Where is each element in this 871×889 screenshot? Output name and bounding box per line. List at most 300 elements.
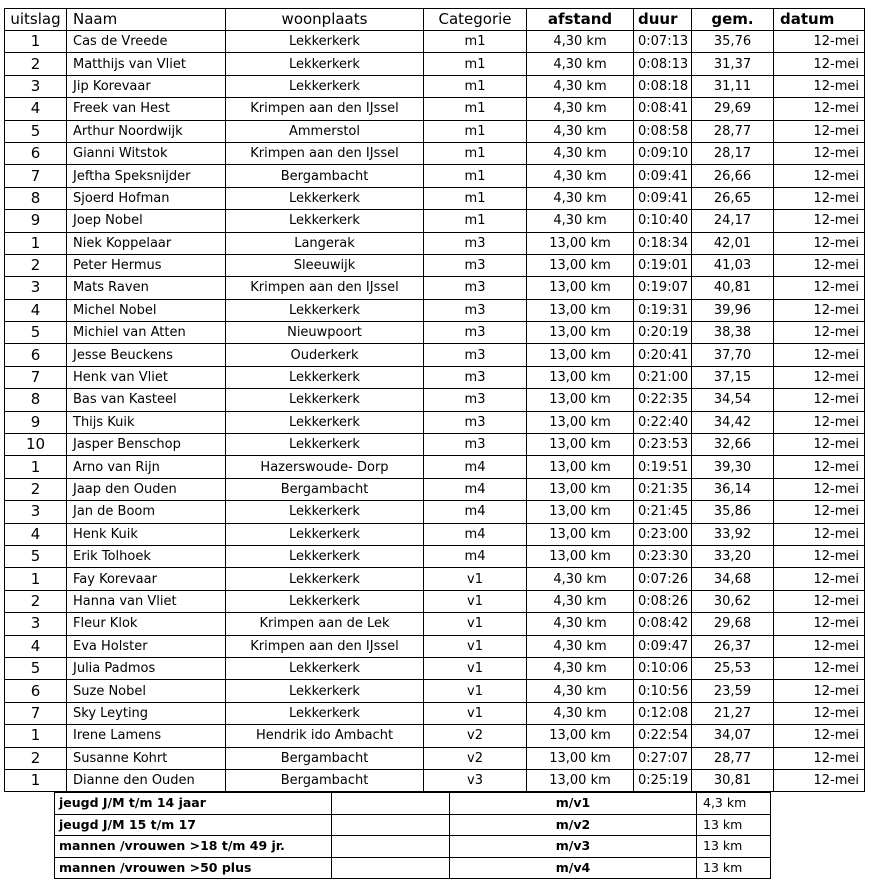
categorie-cell: m4 [424, 545, 527, 567]
gem-cell: 30,62 [692, 590, 774, 612]
table-row [5, 299, 865, 321]
woonplaats-cell: Hazerswoude- Dorp [226, 456, 424, 478]
table-row [5, 769, 865, 791]
woonplaats-cell: Bergambacht [226, 769, 424, 791]
gem-cell: 26,37 [692, 635, 774, 657]
rank-cell: 5 [5, 120, 67, 142]
categorie-cell: v1 [424, 635, 527, 657]
legend-code: m/v1 [450, 793, 697, 815]
rank-cell: 6 [5, 142, 67, 164]
rank-cell: 5 [5, 657, 67, 679]
datum-cell: 12-mei [774, 590, 865, 612]
woonplaats-cell: Sleeuwijk [226, 254, 424, 276]
afstand-cell: 13,00 km [527, 277, 634, 299]
rank-cell: 4 [5, 635, 67, 657]
afstand-cell: 13,00 km [527, 545, 634, 567]
woonplaats-cell: Lekkerkerk [226, 411, 424, 433]
woonplaats-cell: Lekkerkerk [226, 680, 424, 702]
categorie-cell: m4 [424, 501, 527, 523]
name-cell: Peter Hermus [67, 254, 226, 276]
duur-cell: 0:20:41 [634, 344, 692, 366]
afstand-cell: 4,30 km [527, 187, 634, 209]
afstand-cell: 13,00 km [527, 299, 634, 321]
duur-cell: 0:22:35 [634, 389, 692, 411]
datum-cell: 12-mei [774, 120, 865, 142]
woonplaats-cell: Krimpen aan den IJssel [226, 277, 424, 299]
rank-cell: 7 [5, 366, 67, 388]
gem-cell: 36,14 [692, 478, 774, 500]
datum-cell: 12-mei [774, 389, 865, 411]
table-row [5, 366, 865, 388]
gem-cell: 28,77 [692, 120, 774, 142]
categorie-cell: v2 [424, 747, 527, 769]
name-cell: Jip Korevaar [67, 75, 226, 97]
name-cell: Gianni Witstok [67, 142, 226, 164]
rank-cell: 2 [5, 747, 67, 769]
categorie-cell: m1 [424, 75, 527, 97]
woonplaats-cell: Krimpen aan de Lek [226, 613, 424, 635]
rank-cell: 1 [5, 456, 67, 478]
afstand-cell: 13,00 km [527, 389, 634, 411]
rank-cell: 3 [5, 75, 67, 97]
gem-cell: 30,81 [692, 769, 774, 791]
duur-cell: 0:19:31 [634, 299, 692, 321]
name-cell: Matthijs van Vliet [67, 53, 226, 75]
afstand-cell: 4,30 km [527, 702, 634, 724]
gem-cell: 34,54 [692, 389, 774, 411]
datum-cell: 12-mei [774, 501, 865, 523]
duur-cell: 0:10:56 [634, 680, 692, 702]
table-row [5, 523, 865, 545]
rank-cell: 6 [5, 344, 67, 366]
woonplaats-cell: Hendrik ido Ambacht [226, 725, 424, 747]
woonplaats-cell: Lekkerkerk [226, 53, 424, 75]
name-cell: Michiel van Atten [67, 322, 226, 344]
gem-cell: 32,66 [692, 434, 774, 456]
header-categorie: Categorie [424, 9, 527, 31]
categorie-cell: m3 [424, 434, 527, 456]
afstand-cell: 4,30 km [527, 31, 634, 53]
woonplaats-cell: Bergambacht [226, 165, 424, 187]
table-row [5, 389, 865, 411]
categorie-cell: m3 [424, 411, 527, 433]
duur-cell: 0:23:30 [634, 545, 692, 567]
name-cell: Bas van Kasteel [67, 389, 226, 411]
categorie-cell: v1 [424, 568, 527, 590]
datum-cell: 12-mei [774, 635, 865, 657]
woonplaats-cell: Ammerstol [226, 120, 424, 142]
datum-cell: 12-mei [774, 299, 865, 321]
table-row [5, 187, 865, 209]
afstand-cell: 4,30 km [527, 120, 634, 142]
duur-cell: 0:08:42 [634, 613, 692, 635]
rank-cell: 4 [5, 98, 67, 120]
gem-cell: 31,11 [692, 75, 774, 97]
name-cell: Fay Korevaar [67, 568, 226, 590]
legend-row [55, 836, 771, 858]
woonplaats-cell: Lekkerkerk [226, 568, 424, 590]
duur-cell: 0:08:58 [634, 120, 692, 142]
gem-cell: 34,42 [692, 411, 774, 433]
table-row [5, 434, 865, 456]
name-cell: Henk van Vliet [67, 366, 226, 388]
woonplaats-cell: Lekkerkerk [226, 75, 424, 97]
header-gem: gem. [692, 9, 774, 31]
woonplaats-cell: Lekkerkerk [226, 590, 424, 612]
categorie-cell: m3 [424, 322, 527, 344]
legend-label: mannen /vrouwen >18 t/m 49 jr. [55, 836, 332, 858]
datum-cell: 12-mei [774, 254, 865, 276]
table-row [5, 75, 865, 97]
duur-cell: 0:23:53 [634, 434, 692, 456]
rank-cell: 3 [5, 501, 67, 523]
duur-cell: 0:09:41 [634, 187, 692, 209]
table-row [5, 635, 865, 657]
datum-cell: 12-mei [774, 53, 865, 75]
name-cell: Michel Nobel [67, 299, 226, 321]
gem-cell: 26,66 [692, 165, 774, 187]
table-row [5, 590, 865, 612]
rank-cell: 1 [5, 725, 67, 747]
gem-cell: 31,37 [692, 53, 774, 75]
name-cell: Jesse Beuckens [67, 344, 226, 366]
name-cell: Joep Nobel [67, 210, 226, 232]
table-row [5, 501, 865, 523]
name-cell: Jaap den Ouden [67, 478, 226, 500]
afstand-cell: 4,30 km [527, 657, 634, 679]
header-datum: datum [774, 9, 865, 31]
categorie-cell: m1 [424, 98, 527, 120]
name-cell: Julia Padmos [67, 657, 226, 679]
rank-cell: 6 [5, 680, 67, 702]
datum-cell: 12-mei [774, 411, 865, 433]
rank-cell: 3 [5, 277, 67, 299]
legend-distance: 13 km [697, 836, 771, 858]
rank-cell: 4 [5, 523, 67, 545]
afstand-cell: 13,00 km [527, 456, 634, 478]
name-cell: Niek Koppelaar [67, 232, 226, 254]
categorie-cell: m1 [424, 53, 527, 75]
legend-code: m/v4 [450, 857, 697, 879]
datum-cell: 12-mei [774, 187, 865, 209]
duur-cell: 0:08:26 [634, 590, 692, 612]
categorie-cell: m1 [424, 210, 527, 232]
name-cell: Sjoerd Hofman [67, 187, 226, 209]
categorie-cell: v1 [424, 680, 527, 702]
gem-cell: 42,01 [692, 232, 774, 254]
table-row [5, 411, 865, 433]
name-cell: Mats Raven [67, 277, 226, 299]
datum-cell: 12-mei [774, 456, 865, 478]
name-cell: Suze Nobel [67, 680, 226, 702]
gem-cell: 26,65 [692, 187, 774, 209]
name-cell: Henk Kuik [67, 523, 226, 545]
categorie-cell: m1 [424, 120, 527, 142]
rank-cell: 1 [5, 568, 67, 590]
gem-cell: 39,96 [692, 299, 774, 321]
name-cell: Fleur Klok [67, 613, 226, 635]
afstand-cell: 4,30 km [527, 75, 634, 97]
table-row [5, 478, 865, 500]
table-row [5, 232, 865, 254]
categorie-cell: m4 [424, 523, 527, 545]
categorie-cell: v1 [424, 657, 527, 679]
categorie-cell: m3 [424, 232, 527, 254]
woonplaats-cell: Lekkerkerk [226, 187, 424, 209]
datum-cell: 12-mei [774, 747, 865, 769]
categorie-cell: m1 [424, 165, 527, 187]
name-cell: Eva Holster [67, 635, 226, 657]
legend-code: m/v3 [450, 836, 697, 858]
duur-cell: 0:21:45 [634, 501, 692, 523]
categorie-cell: m3 [424, 389, 527, 411]
afstand-cell: 13,00 km [527, 501, 634, 523]
gem-cell: 41,03 [692, 254, 774, 276]
name-cell: Irene Lamens [67, 725, 226, 747]
legend-label: mannen /vrouwen >50 plus [55, 857, 332, 879]
rank-cell: 8 [5, 187, 67, 209]
afstand-cell: 4,30 km [527, 680, 634, 702]
name-cell: Arno van Rijn [67, 456, 226, 478]
categorie-cell: m1 [424, 142, 527, 164]
woonplaats-cell: Ouderkerk [226, 344, 424, 366]
datum-cell: 12-mei [774, 434, 865, 456]
table-row [5, 322, 865, 344]
rank-cell: 10 [5, 434, 67, 456]
rank-cell: 7 [5, 702, 67, 724]
woonplaats-cell: Langerak [226, 232, 424, 254]
duur-cell: 0:19:01 [634, 254, 692, 276]
duur-cell: 0:09:41 [634, 165, 692, 187]
duur-cell: 0:27:07 [634, 747, 692, 769]
rank-cell: 2 [5, 53, 67, 75]
woonplaats-cell: Krimpen aan den IJssel [226, 635, 424, 657]
table-row [5, 254, 865, 276]
rank-cell: 9 [5, 411, 67, 433]
duur-cell: 0:25:19 [634, 769, 692, 791]
datum-cell: 12-mei [774, 545, 865, 567]
afstand-cell: 13,00 km [527, 434, 634, 456]
datum-cell: 12-mei [774, 277, 865, 299]
categorie-cell: m3 [424, 299, 527, 321]
duur-cell: 0:09:47 [634, 635, 692, 657]
legend-body [55, 793, 771, 879]
woonplaats-cell: Lekkerkerk [226, 501, 424, 523]
rank-cell: 3 [5, 613, 67, 635]
table-row [5, 98, 865, 120]
categorie-cell: m3 [424, 277, 527, 299]
table-row [5, 165, 865, 187]
rank-cell: 5 [5, 322, 67, 344]
datum-cell: 12-mei [774, 769, 865, 791]
table-row [5, 31, 865, 53]
gem-cell: 29,68 [692, 613, 774, 635]
afstand-cell: 13,00 km [527, 523, 634, 545]
categorie-cell: v1 [424, 590, 527, 612]
categorie-cell: m4 [424, 456, 527, 478]
categorie-cell: m3 [424, 254, 527, 276]
afstand-cell: 4,30 km [527, 98, 634, 120]
name-cell: Freek van Hest [67, 98, 226, 120]
woonplaats-cell: Lekkerkerk [226, 389, 424, 411]
afstand-cell: 13,00 km [527, 747, 634, 769]
categorie-cell: m3 [424, 344, 527, 366]
datum-cell: 12-mei [774, 31, 865, 53]
legend-row [55, 857, 771, 879]
woonplaats-cell: Lekkerkerk [226, 31, 424, 53]
gem-cell: 35,76 [692, 31, 774, 53]
woonplaats-cell: Lekkerkerk [226, 523, 424, 545]
woonplaats-cell: Lekkerkerk [226, 210, 424, 232]
categorie-cell: m4 [424, 478, 527, 500]
duur-cell: 0:19:07 [634, 277, 692, 299]
datum-cell: 12-mei [774, 232, 865, 254]
legend-empty [332, 814, 450, 836]
datum-cell: 12-mei [774, 366, 865, 388]
name-cell: Jasper Benschop [67, 434, 226, 456]
name-cell: Jan de Boom [67, 501, 226, 523]
gem-cell: 28,77 [692, 747, 774, 769]
gem-cell: 21,27 [692, 702, 774, 724]
afstand-cell: 4,30 km [527, 210, 634, 232]
duur-cell: 0:19:51 [634, 456, 692, 478]
datum-cell: 12-mei [774, 75, 865, 97]
afstand-cell: 13,00 km [527, 725, 634, 747]
table-row [5, 680, 865, 702]
afstand-cell: 4,30 km [527, 590, 634, 612]
table-row [5, 53, 865, 75]
table-row [5, 613, 865, 635]
gem-cell: 38,38 [692, 322, 774, 344]
duur-cell: 0:18:34 [634, 232, 692, 254]
gem-cell: 33,92 [692, 523, 774, 545]
table-row [5, 456, 865, 478]
afstand-cell: 4,30 km [527, 165, 634, 187]
datum-cell: 12-mei [774, 613, 865, 635]
woonplaats-cell: Lekkerkerk [226, 545, 424, 567]
rank-cell: 1 [5, 769, 67, 791]
gem-cell: 37,15 [692, 366, 774, 388]
legend-empty [332, 836, 450, 858]
datum-cell: 12-mei [774, 142, 865, 164]
legend-row [55, 793, 771, 815]
woonplaats-cell: Lekkerkerk [226, 702, 424, 724]
gem-cell: 40,81 [692, 277, 774, 299]
gem-cell: 37,70 [692, 344, 774, 366]
categorie-cell: m1 [424, 31, 527, 53]
rank-cell: 9 [5, 210, 67, 232]
table-row [5, 120, 865, 142]
datum-cell: 12-mei [774, 657, 865, 679]
duur-cell: 0:21:00 [634, 366, 692, 388]
afstand-cell: 13,00 km [527, 769, 634, 791]
table-row [5, 344, 865, 366]
name-cell: Arthur Noordwijk [67, 120, 226, 142]
datum-cell: 12-mei [774, 568, 865, 590]
header-afstand: afstand [527, 9, 634, 31]
woonplaats-cell: Lekkerkerk [226, 657, 424, 679]
table-row [5, 657, 865, 679]
header-row [5, 9, 865, 31]
datum-cell: 12-mei [774, 165, 865, 187]
header-uitslag: uitslag [5, 9, 67, 31]
gem-cell: 34,68 [692, 568, 774, 590]
rank-cell: 2 [5, 254, 67, 276]
legend-label: jeugd J/M t/m 14 jaar [55, 793, 332, 815]
legend-label: jeugd J/M 15 t/m 17 [55, 814, 332, 836]
results-body [5, 31, 865, 792]
header-naam: Naam [67, 9, 226, 31]
table-row [5, 545, 865, 567]
woonplaats-cell: Bergambacht [226, 747, 424, 769]
woonplaats-cell: Lekkerkerk [226, 434, 424, 456]
gem-cell: 25,53 [692, 657, 774, 679]
name-cell: Erik Tolhoek [67, 545, 226, 567]
datum-cell: 12-mei [774, 680, 865, 702]
header-woonplaats: woonplaats [226, 9, 424, 31]
table-row [5, 277, 865, 299]
gem-cell: 24,17 [692, 210, 774, 232]
rank-cell: 5 [5, 545, 67, 567]
results-table [4, 8, 865, 792]
table-row [5, 702, 865, 724]
duur-cell: 0:23:00 [634, 523, 692, 545]
name-cell: Sky Leyting [67, 702, 226, 724]
rank-cell: 4 [5, 299, 67, 321]
categorie-cell: v3 [424, 769, 527, 791]
rank-cell: 7 [5, 165, 67, 187]
duur-cell: 0:10:06 [634, 657, 692, 679]
duur-cell: 0:21:35 [634, 478, 692, 500]
datum-cell: 12-mei [774, 322, 865, 344]
legend-code: m/v2 [450, 814, 697, 836]
woonplaats-cell: Lekkerkerk [226, 299, 424, 321]
duur-cell: 0:07:13 [634, 31, 692, 53]
duur-cell: 0:20:19 [634, 322, 692, 344]
afstand-cell: 4,30 km [527, 142, 634, 164]
afstand-cell: 4,30 km [527, 635, 634, 657]
afstand-cell: 13,00 km [527, 478, 634, 500]
duur-cell: 0:10:40 [634, 210, 692, 232]
datum-cell: 12-mei [774, 725, 865, 747]
table-row [5, 747, 865, 769]
category-legend-table [54, 792, 771, 879]
rank-cell: 2 [5, 478, 67, 500]
duur-cell: 0:07:26 [634, 568, 692, 590]
duur-cell: 0:12:08 [634, 702, 692, 724]
afstand-cell: 13,00 km [527, 254, 634, 276]
table-row [5, 210, 865, 232]
afstand-cell: 13,00 km [527, 411, 634, 433]
gem-cell: 34,07 [692, 725, 774, 747]
name-cell: Susanne Kohrt [67, 747, 226, 769]
datum-cell: 12-mei [774, 210, 865, 232]
duur-cell: 0:08:41 [634, 98, 692, 120]
datum-cell: 12-mei [774, 523, 865, 545]
gem-cell: 35,86 [692, 501, 774, 523]
duur-cell: 0:09:10 [634, 142, 692, 164]
categorie-cell: v1 [424, 702, 527, 724]
datum-cell: 12-mei [774, 98, 865, 120]
afstand-cell: 4,30 km [527, 53, 634, 75]
name-cell: Cas de Vreede [67, 31, 226, 53]
legend-distance: 13 km [697, 857, 771, 879]
legend-distance: 4,3 km [697, 793, 771, 815]
table-row [5, 725, 865, 747]
rank-cell: 1 [5, 232, 67, 254]
categorie-cell: v1 [424, 613, 527, 635]
gem-cell: 39,30 [692, 456, 774, 478]
